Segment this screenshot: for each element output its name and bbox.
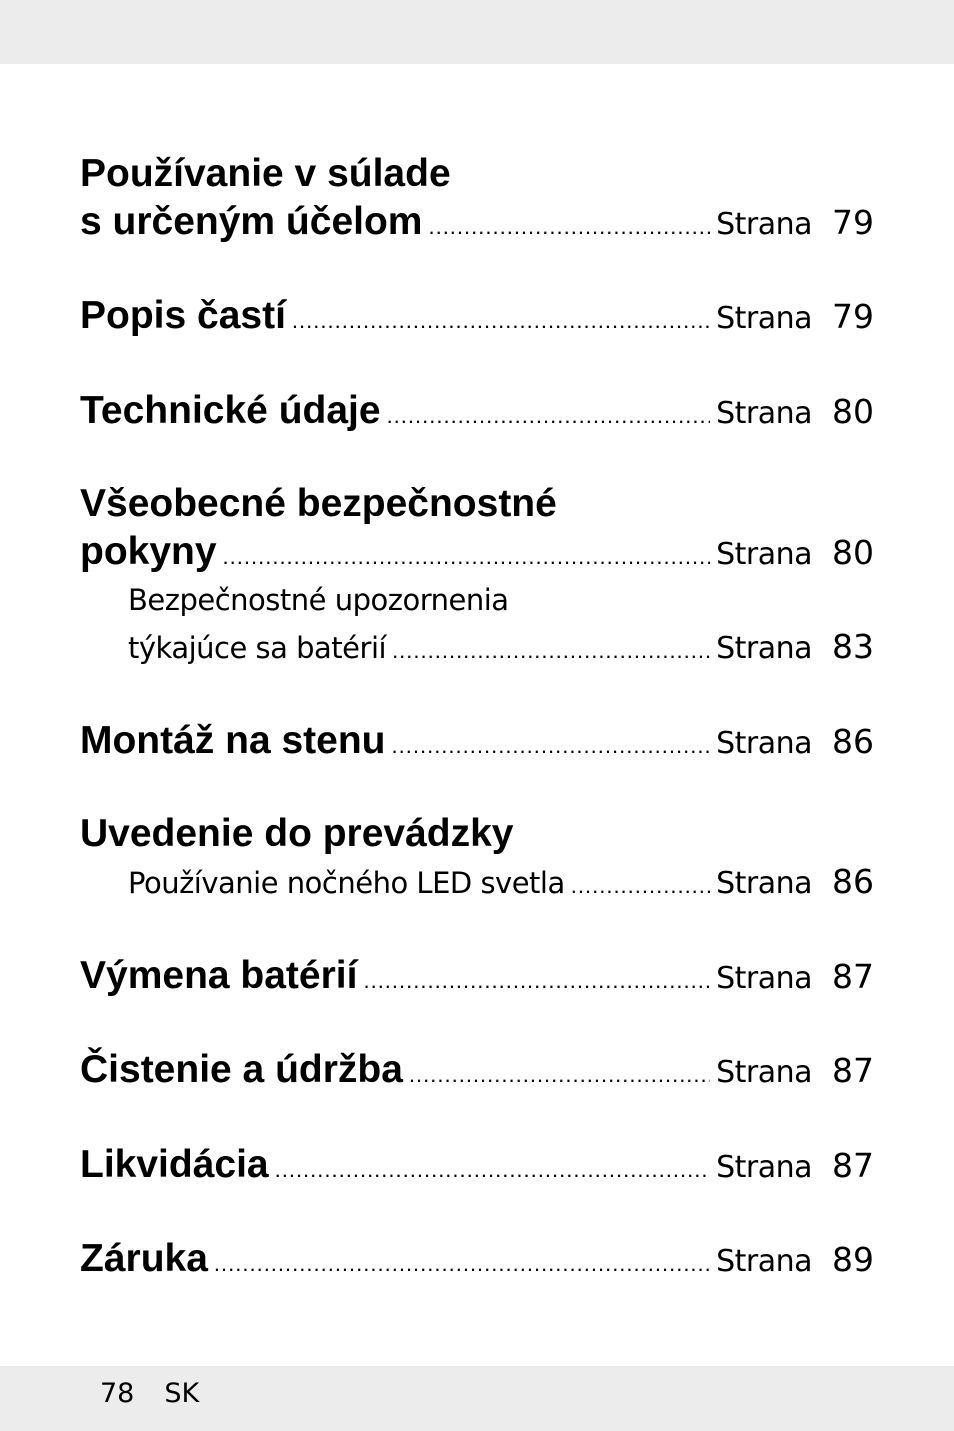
toc-entry-title: Likvidácia <box>80 1143 269 1186</box>
page-number: 79 <box>832 203 874 242</box>
toc-subentry-title: týkajúce sa batérií <box>128 631 387 665</box>
page-number: 87 <box>832 957 874 996</box>
page-label: Strana <box>716 1244 812 1279</box>
page-number: 86 <box>832 722 874 761</box>
toc-entry[interactable] <box>80 528 874 576</box>
page-label: Strana <box>716 961 812 996</box>
toc-subentry-line <box>80 578 874 622</box>
toc-subentry[interactable] <box>80 625 874 669</box>
toc-entry-title: Záruka <box>80 1237 208 1280</box>
toc-entry[interactable] <box>80 952 874 1000</box>
leader-dots <box>392 629 710 673</box>
leader-dots <box>292 297 710 345</box>
page-footer <box>100 1376 199 1412</box>
toc-entry-title: Používanie v súlade <box>80 152 451 195</box>
toc-entry-title: Technické údaje <box>80 389 381 432</box>
toc-entry[interactable] <box>80 292 874 340</box>
leader-dots <box>214 1240 710 1288</box>
leader-dots <box>409 1051 710 1099</box>
page-number: 83 <box>832 627 874 666</box>
toc-heading-line <box>80 150 874 198</box>
leader-dots <box>363 957 710 1005</box>
page-number: 87 <box>832 1146 874 1185</box>
top-band <box>0 0 954 64</box>
page-label: Strana <box>716 726 812 761</box>
page-number: 80 <box>832 533 874 572</box>
toc-entry[interactable] <box>80 1046 874 1094</box>
leader-dots <box>387 392 711 440</box>
toc-entry-title: Popis častí <box>80 294 286 337</box>
page-number: 86 <box>832 862 874 901</box>
toc-entry-title: Výmena batérií <box>80 954 358 997</box>
leader-dots <box>392 722 711 770</box>
toc-entry-title: Čistenie a údržba <box>80 1048 403 1091</box>
page-label: Strana <box>716 631 812 666</box>
page-label: Strana <box>716 207 812 242</box>
toc-entry[interactable] <box>80 198 874 246</box>
page-number: 79 <box>832 297 874 336</box>
toc-entry[interactable] <box>80 1141 874 1189</box>
toc-entry-title: s určeným účelom <box>80 200 423 243</box>
page-label: Strana <box>716 1150 812 1185</box>
toc-entry[interactable] <box>80 717 874 765</box>
toc-subentry-title: Bezpečnostné upozornenia <box>128 583 509 617</box>
footer-page-number: 78 <box>100 1378 135 1409</box>
page-label: Strana <box>716 537 812 572</box>
toc-entry-title: Uvedenie do prevádzky <box>80 812 514 855</box>
toc-subentry[interactable] <box>80 860 874 904</box>
page-label: Strana <box>716 1055 812 1090</box>
toc-entry[interactable] <box>80 387 874 435</box>
toc-heading-line[interactable] <box>80 810 874 858</box>
leader-dots <box>275 1146 710 1194</box>
leader-dots <box>428 203 710 251</box>
toc-subentry-title: Používanie nočného LED svetla <box>128 866 565 900</box>
page-label: Strana <box>716 301 812 336</box>
toc-entry-title: Všeobecné bezpečnostné <box>80 482 557 525</box>
toc-heading-line <box>80 480 874 528</box>
toc-entry[interactable] <box>80 1235 874 1283</box>
footer-language: SK <box>164 1378 200 1409</box>
page-label: Strana <box>716 866 812 901</box>
page-label: Strana <box>716 396 812 431</box>
toc-entry-title: pokyny <box>80 530 217 573</box>
page-number: 80 <box>832 392 874 431</box>
leader-dots <box>223 533 711 581</box>
page-number: 89 <box>832 1240 874 1279</box>
page-number: 87 <box>832 1051 874 1090</box>
leader-dots <box>571 864 710 908</box>
toc-entry-title: Montáž na stenu <box>80 719 386 762</box>
